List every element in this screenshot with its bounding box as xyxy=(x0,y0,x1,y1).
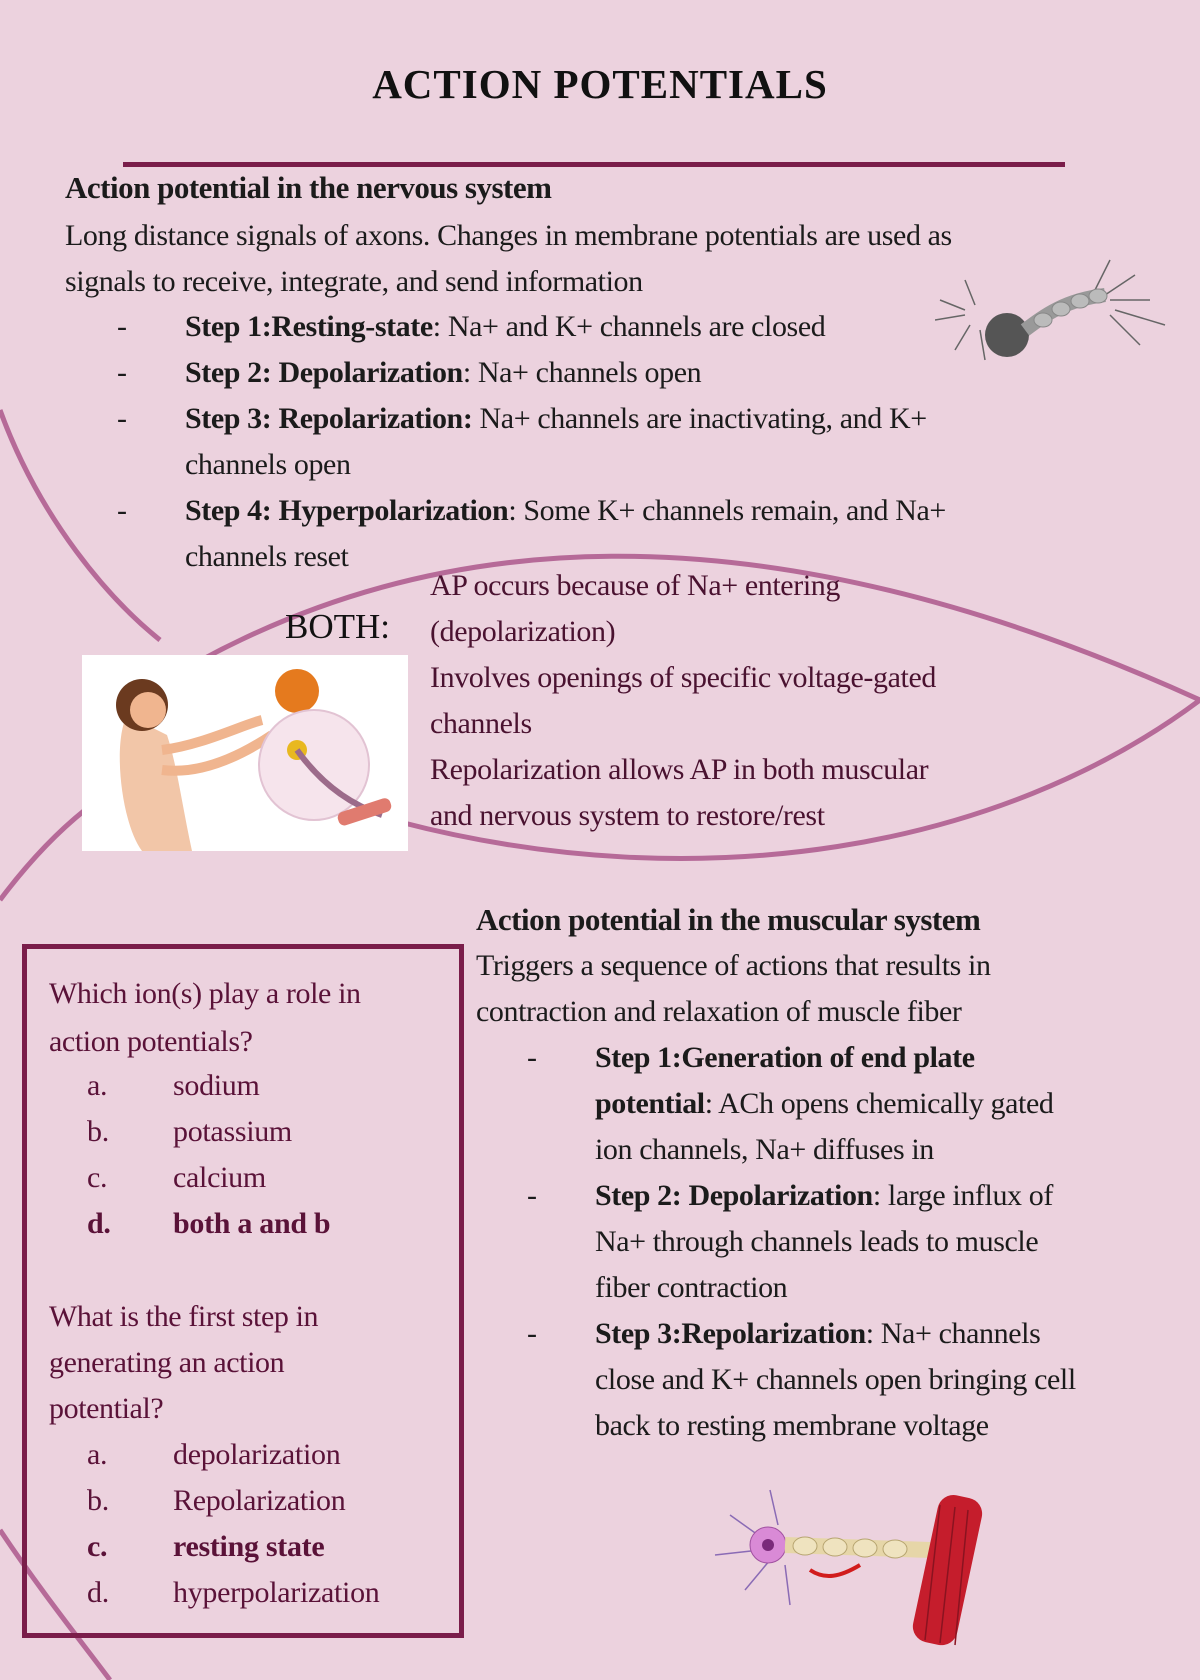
both-item-1-line2: (depolarization) xyxy=(430,615,616,648)
option-text: hyperpolarization xyxy=(173,1576,380,1609)
muscular-step-2: - Step 2: Depolarization: large influx of Na+ through channels leads to muscle fiber contraction xyxy=(527,1179,1053,1304)
quiz-q1-line1: Which ion(s) play a role in xyxy=(49,977,361,1010)
nervous-step-1: - Step 1:Resting-state: Na+ and K+ channels are closed xyxy=(117,310,826,343)
quiz-q2-line3: potential? xyxy=(49,1392,164,1425)
option-text: Repolarization xyxy=(173,1484,346,1517)
nervous-step-2: - Step 2: Depolarization: Na+ channels open xyxy=(117,356,702,389)
step-text: Na+ channels are inactivating, and K+ xyxy=(472,402,927,435)
neuromuscular-illustration xyxy=(700,1455,1040,1655)
step-continuation: channels open xyxy=(185,448,351,481)
lower-left-curve xyxy=(0,810,85,900)
option-letter: d. xyxy=(87,1207,111,1240)
step-continuation: back to resting membrane voltage xyxy=(595,1409,989,1442)
step-continuation: fiber contraction xyxy=(595,1271,788,1304)
option-letter: d. xyxy=(87,1576,109,1609)
both-item-3-line2: and nervous system to restore/rest xyxy=(430,799,825,832)
step-label: Step 4: Hyperpolarization xyxy=(185,494,509,527)
quiz-q1-line2: action potentials? xyxy=(49,1025,253,1058)
option-text: resting state xyxy=(173,1530,325,1563)
step-label: Step 3: Repolarization: xyxy=(185,402,473,435)
option-letter: a. xyxy=(87,1069,108,1102)
quiz-q2-option-b[interactable] xyxy=(87,1478,345,1524)
option-text: sodium xyxy=(173,1069,260,1102)
both-item-1-line1: AP occurs because of Na+ entering xyxy=(430,569,840,602)
quiz-q2-option-d[interactable] xyxy=(87,1570,379,1616)
quiz-q1-option-d[interactable] xyxy=(87,1201,330,1247)
option-text: calcium xyxy=(173,1161,266,1194)
option-letter: c. xyxy=(87,1161,108,1194)
muscular-section-heading: Action potential in the muscular system xyxy=(476,902,981,937)
nervous-section-heading: Action potential in the nervous system xyxy=(65,170,552,205)
option-letter: b. xyxy=(87,1115,109,1148)
muscular-step-3: - Step 3:Repolarization: Na+ channels close and K+ channels open bringing cell back to resting membrane voltage xyxy=(527,1317,1076,1442)
both-item-2-line1: Involves openings of specific voltage-gated xyxy=(430,661,936,694)
step-text: : large influx of xyxy=(872,1179,1053,1212)
option-text: both a and b xyxy=(173,1207,331,1240)
muscular-intro-line2: contraction and relaxation of muscle fiber xyxy=(476,995,962,1028)
nervous-intro-line1: Long distance signals of axons. Changes in membrane potentials are used as xyxy=(65,219,952,252)
quiz-q2-option-c[interactable] xyxy=(87,1524,324,1570)
muscular-step-1: - Step 1:Generation of end plate potential: ACh opens chemically gated ion channels, Na+ diffuses in xyxy=(527,1041,1054,1166)
nervous-steps-list xyxy=(117,304,1065,580)
quiz-box xyxy=(22,944,464,1638)
option-letter: b. xyxy=(87,1484,109,1517)
page-title: ACTION POTENTIALS xyxy=(372,61,828,107)
option-text: depolarization xyxy=(173,1438,341,1471)
option-letter: c. xyxy=(87,1530,108,1563)
neuron-illustration xyxy=(935,255,1185,405)
quiz-q1-option-c[interactable] xyxy=(87,1155,266,1201)
step-text: : Na+ channels open xyxy=(462,356,702,389)
quiz-q2-line2: generating an action xyxy=(49,1346,285,1379)
step-label: Step 1:Generation of end plate xyxy=(595,1041,975,1074)
muscular-intro-line1: Triggers a sequence of actions that results in xyxy=(476,949,991,982)
left-arc-curve xyxy=(0,410,160,640)
step-label-cont: potential xyxy=(595,1087,705,1120)
both-item-2-line2: channels xyxy=(430,707,532,740)
step-text: : Na+ channels xyxy=(865,1317,1041,1350)
step-text: : ACh opens chemically gated xyxy=(704,1087,1054,1120)
quiz-q2-line1: What is the first step in xyxy=(49,1300,319,1333)
quiz-q1-option-a[interactable] xyxy=(87,1063,260,1109)
step-continuation: channels reset xyxy=(185,540,349,573)
nervous-step-4: - Step 4: Hyperpolarization: Some K+ channels remain, and Na+ channels reset xyxy=(117,494,946,573)
nervous-step-3: - Step 3: Repolarization: Na+ channels are inactivating, and K+ channels open xyxy=(117,402,927,481)
step-text: : Some K+ channels remain, and Na+ xyxy=(508,494,946,527)
step-continuation: close and K+ channels open bringing cell xyxy=(595,1363,1076,1396)
step-label: Step 2: Depolarization xyxy=(185,356,463,389)
step-continuation: Na+ through channels leads to muscle xyxy=(595,1225,1039,1258)
quiz-q1-option-b[interactable] xyxy=(87,1109,292,1155)
both-item-3-line1: Repolarization allows AP in both muscular xyxy=(430,753,929,786)
option-text: potassium xyxy=(173,1115,292,1148)
both-label: BOTH: xyxy=(285,607,390,646)
step-label: Step 3:Repolarization xyxy=(595,1317,866,1350)
step-label: Step 1:Resting-state xyxy=(185,310,433,343)
step-continuation: ion channels, Na+ diffuses in xyxy=(595,1133,934,1166)
muscular-steps-list xyxy=(527,1035,1165,1449)
step-label: Step 2: Depolarization xyxy=(595,1179,873,1212)
option-letter: a. xyxy=(87,1438,108,1471)
nervous-intro-line2: signals to receive, integrate, and send information xyxy=(65,265,643,298)
quiz-q2-option-a[interactable] xyxy=(87,1432,340,1478)
step-text: : Na+ and K+ channels are closed xyxy=(432,310,826,343)
title-underline xyxy=(123,162,1065,167)
reflex-illustration xyxy=(82,655,408,851)
